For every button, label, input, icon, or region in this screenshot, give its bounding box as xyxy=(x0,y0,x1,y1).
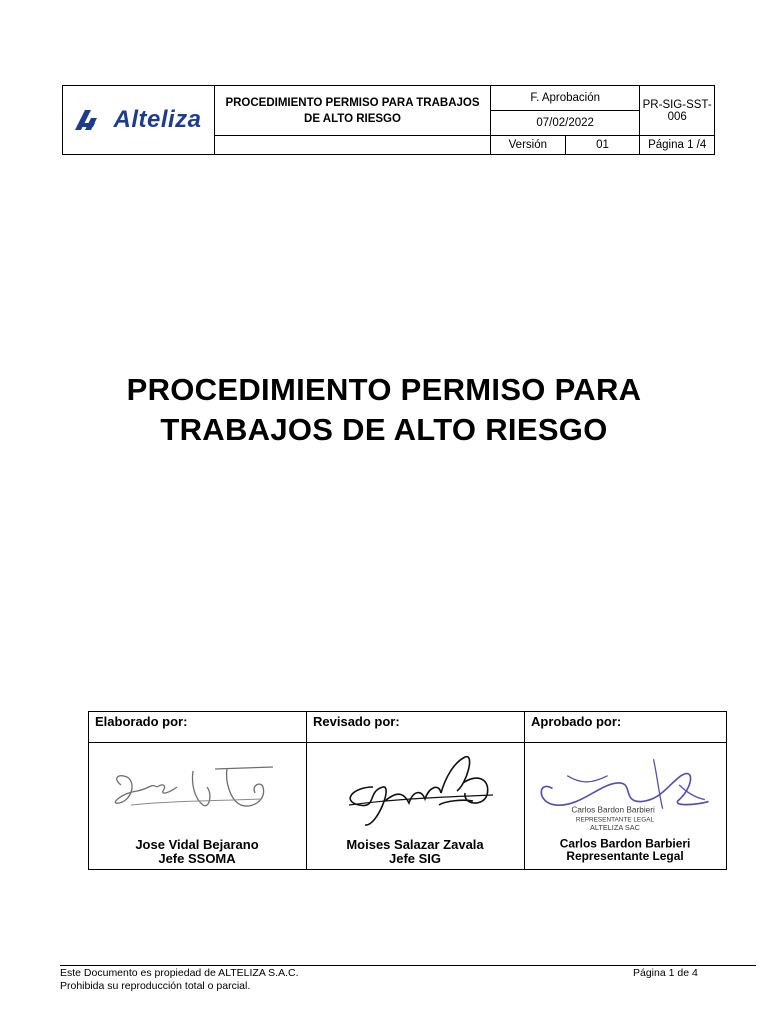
alteliza-logo xyxy=(63,86,214,154)
signature-table xyxy=(88,711,727,870)
logo-mark-icon xyxy=(75,109,113,131)
revisado-cell xyxy=(307,743,525,870)
page-footer xyxy=(60,965,756,992)
elaborado-cell xyxy=(89,743,307,870)
approval-date: 07/02/2022 xyxy=(491,111,640,136)
aprobado-role: Representante Legal xyxy=(566,849,684,864)
footer-line1: Este Documento es propiedad de ALTELIZA S.A.C. xyxy=(60,967,299,979)
aprobado-signature xyxy=(525,743,726,869)
document-title-line2: TRABAJOS DE ALTO RIESGO xyxy=(160,412,608,447)
approval-label: F. Aprobación xyxy=(491,86,640,111)
elaborado-name: Jose Vidal Bejarano xyxy=(135,837,259,852)
elaborado-label: Elaborado por: xyxy=(89,712,307,743)
revisado-label: Revisado por: xyxy=(307,712,525,743)
aprobado-name: Carlos Bardon Barbieri xyxy=(559,836,691,851)
footer-line2: Prohibida su reproducción total o parcial. xyxy=(60,980,251,992)
stamp-role: REPRESENTANTE LEGAL xyxy=(575,816,655,824)
version-label: Versión xyxy=(491,136,566,155)
document-title-line1: PROCEDIMIENTO PERMISO PARA xyxy=(126,372,642,407)
revisado-role: Jefe SIG xyxy=(388,851,442,866)
header-title: PROCEDIMIENTO PERMISO PARA TRABAJOS DE ALTO RIESGO xyxy=(215,86,491,136)
document-code: PR-SIG-SST-006 xyxy=(640,86,715,136)
version-value: 01 xyxy=(565,136,640,155)
document-title xyxy=(0,370,768,450)
logo-text: Alteliza xyxy=(113,106,202,133)
elaborado-signature xyxy=(89,743,306,869)
stamp-company: ALTELIZA SAC xyxy=(589,822,640,832)
page-indicator: Página 1 /4 xyxy=(640,136,715,155)
aprobado-label: Aprobado por: xyxy=(525,712,727,743)
aprobado-cell xyxy=(525,743,727,870)
revisado-name: Moises Salazar Zavala xyxy=(346,837,484,852)
footer-notice xyxy=(60,967,460,993)
stamp-name: Carlos Bardon Barbieri xyxy=(571,805,655,815)
document-header xyxy=(62,85,715,155)
revisado-signature xyxy=(307,743,524,869)
version-empty xyxy=(215,136,491,155)
footer-page-number: Página 1 de 4 xyxy=(633,967,698,979)
logo-cell xyxy=(63,86,215,155)
elaborado-role: Jefe SSOMA xyxy=(158,851,236,866)
